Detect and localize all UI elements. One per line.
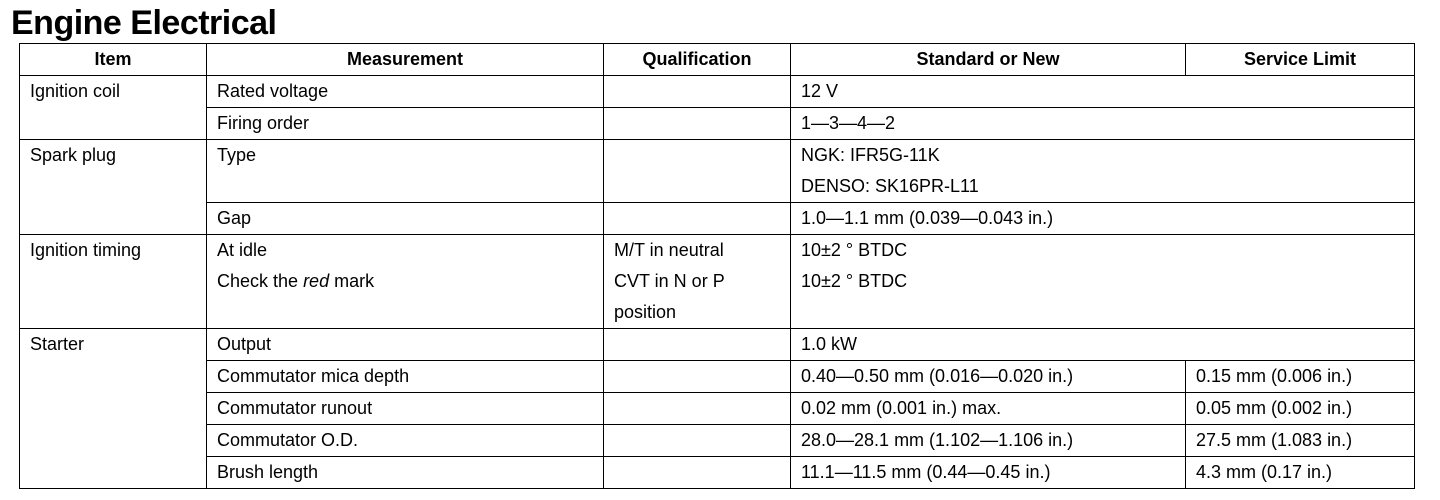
qualification-mt: M/T in neutral bbox=[614, 240, 724, 260]
measurement-cell: Commutator runout bbox=[207, 393, 604, 425]
standard-mt: 10±2 ° BTDC bbox=[801, 240, 908, 260]
check-red-word: red bbox=[303, 271, 330, 291]
standard-cell: 11.1—11.5 mm (0.44—0.45 in.) bbox=[791, 457, 1186, 489]
measurement-cell: Commutator O.D. bbox=[207, 425, 604, 457]
measurement-cell: Firing order bbox=[207, 108, 604, 140]
page-title: Engine Electrical bbox=[11, 4, 277, 42]
service-limit-cell: 27.5 mm (1.083 in.) bbox=[1186, 425, 1415, 457]
measurement-cell: Type bbox=[207, 140, 604, 203]
column-header-measurement: Measurement bbox=[207, 44, 604, 76]
standard-cell: 1—3—4—2 bbox=[791, 108, 1415, 140]
table-row bbox=[20, 329, 1415, 361]
column-header-qualification: Qualification bbox=[604, 44, 791, 76]
qualification-cell bbox=[604, 108, 791, 140]
measurement-cell: Rated voltage bbox=[207, 76, 604, 108]
measurement-check-red-mark bbox=[217, 266, 603, 297]
qualification-cell bbox=[604, 457, 791, 489]
measurement-cell: Commutator mica depth bbox=[207, 361, 604, 393]
standard-cell: 0.02 mm (0.001 in.) max. bbox=[791, 393, 1186, 425]
item-cell-spark-plug: Spark plug bbox=[20, 140, 207, 235]
table-row bbox=[20, 393, 1415, 425]
check-suffix: mark bbox=[334, 271, 375, 291]
measurement-cell: Gap bbox=[207, 203, 604, 235]
measurement-at-idle: At idle bbox=[217, 240, 268, 260]
column-header-standard: Standard or New bbox=[791, 44, 1186, 76]
qualification-cell bbox=[604, 76, 791, 108]
table-row bbox=[20, 203, 1415, 235]
table-row bbox=[20, 108, 1415, 140]
qualification-cell bbox=[604, 425, 791, 457]
standard-cell: 0.40—0.50 mm (0.016—0.020 in.) bbox=[791, 361, 1186, 393]
service-limit-cell: 0.05 mm (0.002 in.) bbox=[1186, 393, 1415, 425]
item-cell-ignition-timing: Ignition timing bbox=[20, 235, 207, 329]
table-row bbox=[20, 76, 1415, 108]
qualification-cell bbox=[604, 140, 791, 203]
qualification-cell bbox=[604, 203, 791, 235]
check-prefix: Check the bbox=[217, 271, 299, 291]
table-header-row bbox=[20, 44, 1415, 76]
measurement-cell: Brush length bbox=[207, 457, 604, 489]
standard-cell: 12 V bbox=[791, 76, 1415, 108]
service-limit-cell: 0.15 mm (0.006 in.) bbox=[1186, 361, 1415, 393]
standard-ngk: NGK: IFR5G-11K bbox=[801, 145, 940, 165]
item-cell-ignition-coil: Ignition coil bbox=[20, 76, 207, 140]
standard-cvt: 10±2 ° BTDC bbox=[801, 271, 908, 291]
measurement-cell bbox=[207, 235, 604, 329]
qualification-cell bbox=[604, 329, 791, 361]
qualification-cell bbox=[604, 361, 791, 393]
engine-electrical-table bbox=[19, 43, 1415, 489]
qualification-cell bbox=[604, 235, 791, 329]
standard-cell bbox=[791, 235, 1415, 329]
standard-cell: 1.0—1.1 mm (0.039—0.043 in.) bbox=[791, 203, 1415, 235]
table-row bbox=[20, 457, 1415, 489]
qualification-cvt: CVT in N or P bbox=[614, 271, 725, 291]
table-row bbox=[20, 235, 1415, 329]
item-cell-starter: Starter bbox=[20, 329, 207, 489]
qualification-cell bbox=[604, 393, 791, 425]
standard-cell: 1.0 kW bbox=[791, 329, 1415, 361]
column-header-item: Item bbox=[20, 44, 207, 76]
standard-denso: DENSO: SK16PR-L11 bbox=[801, 176, 979, 196]
qualification-cvt-position: position bbox=[614, 302, 677, 322]
standard-cell bbox=[791, 140, 1415, 203]
table-row bbox=[20, 140, 1415, 203]
standard-cell: 28.0—28.1 mm (1.102—1.106 in.) bbox=[791, 425, 1186, 457]
service-limit-cell: 4.3 mm (0.17 in.) bbox=[1186, 457, 1415, 489]
measurement-cell: Output bbox=[207, 329, 604, 361]
column-header-service-limit: Service Limit bbox=[1186, 44, 1415, 76]
table-row bbox=[20, 425, 1415, 457]
table-row bbox=[20, 361, 1415, 393]
